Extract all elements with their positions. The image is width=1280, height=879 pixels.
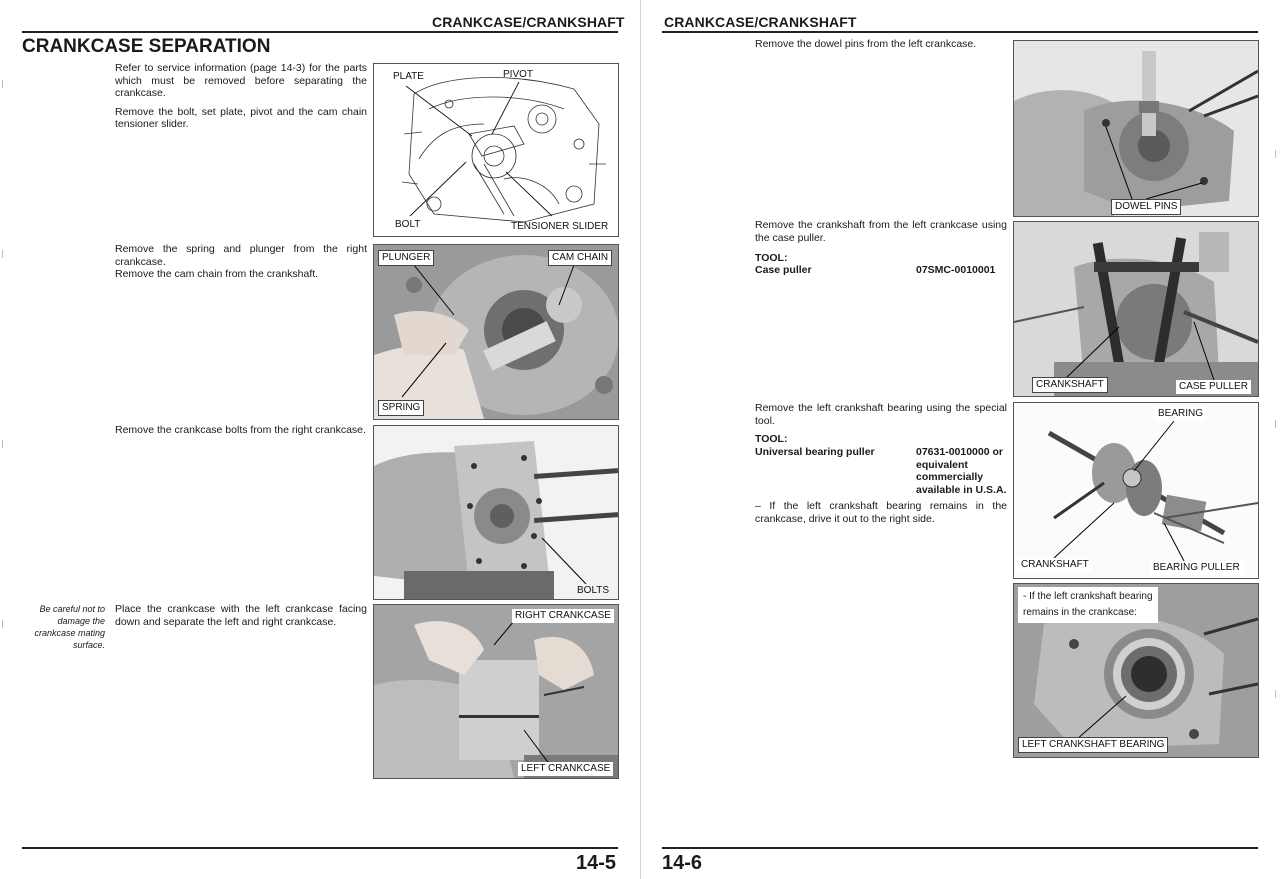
margin-mark	[2, 250, 6, 258]
right-step2-tool-heading: TOOL:	[755, 252, 788, 264]
left-bearing-note	[1018, 587, 1158, 623]
right-page-number: 14-6	[662, 852, 703, 874]
figure-case-puller-photo	[1013, 221, 1259, 397]
left-bearing-note-line1: - If the left crankshaft bearing	[1023, 591, 1153, 602]
right-step3-para1: Remove the left crankshaft bearing using the special tool.	[755, 402, 1007, 427]
label-pivot: PIVOT	[503, 69, 534, 80]
left-step1-text	[115, 62, 367, 137]
left-step3-text	[115, 424, 367, 443]
tool-number-bearing-puller: 07631-0010000 or equivalent commercially available in U.S.A.	[916, 446, 1007, 496]
tensioner-drawing-svg	[374, 64, 618, 236]
left-step1-para2: Remove the bolt, set plate, pivot and the cam chain tensioner slider.	[115, 105, 367, 130]
left-step2-para2: Remove the cam chain from the crankshaft.	[115, 268, 319, 280]
tool-number-case-puller: 07SMC-0010001	[916, 264, 996, 276]
margin-mark	[1275, 420, 1279, 428]
separate-photo-svg	[374, 605, 618, 778]
left-bearing-note-line2: remains in the crankcase:	[1023, 607, 1137, 618]
tool-name-bearing-puller: Universal bearing puller	[755, 446, 875, 458]
left-step1-para1: Refer to service information (page 14-3) for the parts which must be removed before separating the crankcase.	[115, 62, 367, 99]
left-page-number: 14-5	[576, 852, 617, 874]
margin-mark	[1275, 690, 1279, 698]
label-plate: PLATE	[393, 71, 424, 82]
label-tensioner-slider: TENSIONER SLIDER	[511, 221, 609, 232]
right-step3-bullet: – If the left crankshaft bearing remains in the crankcase, drive it out to the right side.	[755, 500, 1007, 525]
margin-mark	[2, 80, 6, 88]
label-cam-chain: CAM CHAIN	[548, 250, 612, 266]
left-step3-para1: Remove the crankcase bolts from the right crankcase.	[115, 424, 366, 436]
page-divider	[640, 0, 641, 879]
tool-name-case-puller: Case puller	[755, 264, 812, 276]
margin-mark	[2, 440, 6, 448]
bearing-puller-photo-svg	[1014, 403, 1258, 578]
caution-note: Be careful not to damage the crankcase mating surface.	[34, 604, 105, 650]
label-bolts: BOLTS	[574, 584, 612, 598]
left-step4-text	[115, 603, 367, 634]
label-bearing-puller: BEARING PULLER	[1150, 561, 1243, 575]
right-footer-rule	[662, 847, 1258, 849]
margin-mark	[2, 620, 6, 628]
label-spring: SPRING	[378, 400, 424, 416]
figure-separate-photo	[373, 604, 619, 779]
figure-tensioner-drawing	[373, 63, 619, 237]
left-step4-para1: Place the crankcase with the left crankcase facing down and separate the left and right crankcase.	[115, 603, 367, 628]
left-footer-rule	[22, 847, 618, 849]
section-title: CRANKCASE SEPARATION	[22, 36, 271, 57]
figure-bolts-photo	[373, 425, 619, 600]
dowel-photo-svg	[1014, 41, 1258, 216]
right-header-rule	[662, 31, 1258, 33]
label-right-crankcase: RIGHT CRANKCASE	[512, 609, 614, 623]
right-step2-para1: Remove the crankshaft from the left crankcase using the case puller.	[755, 219, 1007, 244]
label-plunger: PLUNGER	[378, 250, 434, 266]
label-dowel-pins: DOWEL PINS	[1111, 199, 1181, 215]
figure-bearing-puller-photo	[1013, 402, 1259, 579]
right-page-header: CRANKCASE/CRANKSHAFT	[664, 14, 857, 30]
left-step2-para1: Remove the spring and plunger from the right crankcase.	[115, 243, 367, 268]
label-crankshaft-2: CRANKSHAFT	[1018, 558, 1092, 572]
case-puller-photo-svg	[1014, 222, 1258, 396]
right-step3-text	[755, 402, 1007, 433]
left-header-rule	[22, 31, 618, 33]
right-step1-text	[755, 38, 1007, 57]
label-crankshaft-1: CRANKSHAFT	[1032, 377, 1108, 393]
plunger-photo-svg	[374, 245, 618, 419]
label-bolt: BOLT	[395, 219, 421, 230]
label-left-crankshaft-bearing: LEFT CRANKSHAFT BEARING	[1018, 737, 1168, 753]
right-step3-tool-heading: TOOL:	[755, 433, 788, 445]
label-case-puller: CASE PULLER	[1176, 380, 1251, 394]
figure-left-bearing-photo	[1013, 583, 1259, 758]
right-step1-para1: Remove the dowel pins from the left crankcase.	[755, 38, 977, 50]
margin-mark	[1275, 150, 1279, 158]
label-left-crankcase: LEFT CRANKCASE	[518, 762, 613, 776]
bolts-photo-svg	[374, 426, 618, 599]
right-step2-text	[755, 219, 1007, 250]
left-step2-text	[115, 243, 367, 287]
label-bearing: BEARING	[1155, 407, 1206, 421]
figure-plunger-photo	[373, 244, 619, 420]
figure-dowel-photo	[1013, 40, 1259, 217]
left-page-header: CRANKCASE/CRANKSHAFT	[432, 14, 625, 30]
